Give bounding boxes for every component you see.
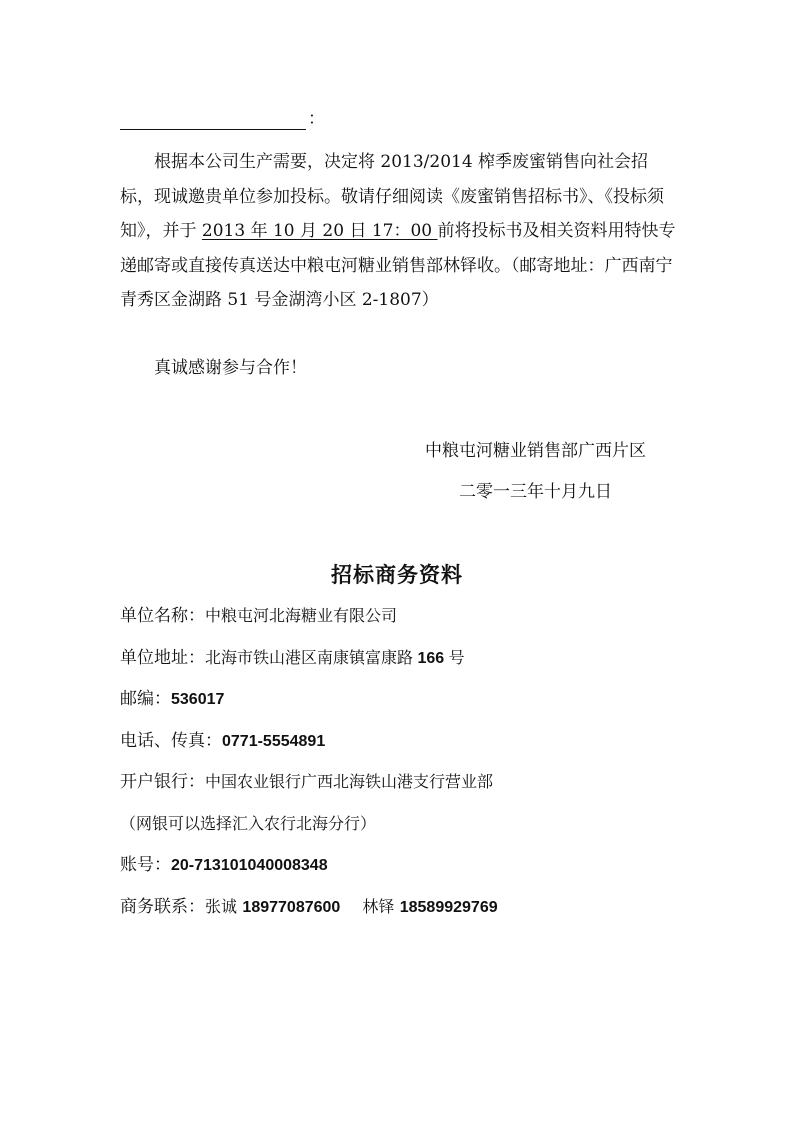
invitation-text-continued: 前将投标书及相关资料用特快专递邮寄或直接传真送达中粮屯河糖业销售部林铎收。（邮寄地址：广西南宁青秀区金湖路 51 号金湖湾小区 2-1807） [120,221,676,310]
contact1-phone: 18977087600 [242,898,341,916]
bank-label: 开户银行： [120,772,205,792]
contact2-phone: 18589929769 [399,898,498,916]
postcode-row [120,683,720,725]
company-row [120,600,720,642]
company-label: 单位名称： [120,606,205,626]
phone-row [120,725,720,767]
deadline-text: 2013 年 10 月 20 日 17：00 [201,221,438,241]
address-suffix: 号 [448,647,465,667]
recipient-blank [120,111,306,130]
salutation-colon: ： [308,109,325,129]
bank-row [120,766,720,808]
signature-date: 二零一三年十月九日 [459,482,612,502]
business-info-title: 招标商务资料 [331,562,463,587]
company-value: 中粮屯河北海糖业有限公司 [205,606,398,625]
postcode-label: 邮编： [120,689,171,709]
address-label: 单位地址： [120,647,205,668]
contact2-name: 林铎 [362,896,395,916]
letter-body [120,145,680,318]
invitation-paragraph [120,145,680,318]
contact-row [120,891,720,933]
bank-note: （网银可以选择汇入农行北海分行） [120,813,377,833]
account-value: 20-713101040008348 [171,857,328,874]
bank-note-row [120,808,720,850]
contact1-name: 张诚 [205,896,238,916]
address-number: 166 [413,649,449,667]
contact-label: 商务联系： [120,896,205,917]
account-row [120,849,720,891]
salutation-line [120,108,325,130]
address-value: 北海市铁山港区南康镇富康路 [205,647,414,667]
invitation-text: 根据本公司生产需要，决定将 2013/2014 榨季废蜜销售向社会招标，现诚邀贵单位参加投标。敬请仔细阅读《废蜜销售招标书》、《投标须知》，并于 [120,152,664,241]
signature-organization: 中粮屯河糖业销售部广西片区 [425,441,646,461]
phone-value: 0771-5554891 [222,732,326,750]
business-info-list [120,600,720,932]
bank-value: 中国农业银行广西北海铁山港支行营业部 [205,772,494,791]
postcode-value: 536017 [171,691,225,708]
phone-label: 电话、传真： [120,730,222,751]
thanks-line: 真诚感谢参与合作！ [154,358,307,378]
account-label: 账号： [120,855,171,875]
address-row [120,642,720,684]
